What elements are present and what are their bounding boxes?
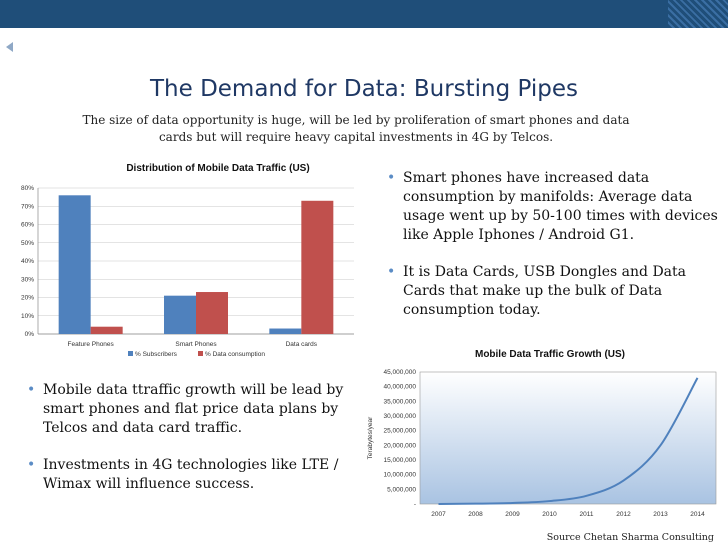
x-tick-label: 2010 xyxy=(542,511,557,518)
right-bullet-list xyxy=(387,169,722,338)
slide-marker-icon xyxy=(6,42,13,52)
y-tick-label: 25,000,000 xyxy=(383,427,416,435)
left-bullet-list xyxy=(27,381,357,512)
y-tick-label: 30% xyxy=(20,276,34,284)
y-tick-label: 10,000,000 xyxy=(383,471,416,479)
right-bullet-item xyxy=(387,263,722,320)
x-tick-label: 2009 xyxy=(505,511,520,518)
right-bullet-item xyxy=(387,169,722,245)
y-tick-label: 20,000,000 xyxy=(383,442,416,450)
y-tick-label: 80% xyxy=(20,185,34,192)
top-banner xyxy=(0,0,728,28)
line-chart-title: Mobile Data Traffic Growth (US) xyxy=(474,349,625,360)
legend-swatch xyxy=(128,351,133,356)
bullet-dot-icon: • xyxy=(387,264,396,280)
bar-chart xyxy=(8,178,364,358)
bullet-dot-icon: • xyxy=(387,170,396,186)
y-axis-label: Terabytes/year xyxy=(367,416,374,460)
slide-subtitle: The size of data opportunity is huge, will be led by proliferation of smart phones and data cards but will require heavy capital investments in 4G by Telcos. xyxy=(82,113,630,144)
y-tick-label: 30,000,000 xyxy=(383,413,416,420)
y-tick-label: 60% xyxy=(20,221,34,229)
banner-pattern xyxy=(668,0,728,28)
legend-label: % Data consumption xyxy=(205,351,265,358)
bar xyxy=(301,201,333,334)
y-tick-label: 50% xyxy=(20,239,34,247)
bullet-dot-icon: • xyxy=(27,457,36,473)
y-tick-label: - xyxy=(413,501,416,508)
slide-title: The Demand for Data: Bursting Pipes xyxy=(149,76,579,102)
y-tick-label: 40% xyxy=(20,258,34,265)
bar xyxy=(164,296,196,334)
legend-swatch xyxy=(198,351,203,356)
x-tick-label: Data cards xyxy=(285,341,318,348)
left-bullet-item xyxy=(27,381,357,438)
x-tick-label: 2014 xyxy=(690,511,705,518)
bullet-dot-icon: • xyxy=(27,382,36,398)
y-tick-label: 45,000,000 xyxy=(383,369,416,376)
left-bullet-text: Mobile data ttraffic growth will be lead by smart phones and flat price data plans by Telcos and data card traffic. xyxy=(43,382,344,436)
right-bullet-text: Smart phones have increased data consumption by manifolds: Average data usage went up by 50-100 times with devices like Apple Iphones / Android G1. xyxy=(403,170,718,243)
x-tick-label: 2012 xyxy=(616,511,631,518)
x-tick-label: 2007 xyxy=(431,511,446,518)
y-tick-label: 10% xyxy=(20,312,34,320)
x-tick-label: 2011 xyxy=(579,511,594,518)
left-bullet-item xyxy=(27,456,357,494)
bar xyxy=(59,195,91,334)
legend-label: % Subscribers xyxy=(135,351,177,358)
y-tick-label: 5,000,000 xyxy=(387,486,416,494)
bar xyxy=(269,329,301,334)
bar-chart-title: Distribution of Mobile Data Traffic (US) xyxy=(126,163,310,174)
x-tick-label: 2013 xyxy=(653,511,668,518)
y-tick-label: 40,000,000 xyxy=(383,383,416,391)
x-tick-label: Feature Phones xyxy=(67,341,114,348)
x-tick-label: 2008 xyxy=(468,511,483,518)
y-tick-label: 0% xyxy=(24,331,34,338)
left-bullet-text: Investments in 4G technologies like LTE / Wimax will influence success. xyxy=(43,457,339,492)
x-tick-label: Smart Phones xyxy=(175,341,217,348)
y-tick-label: 35,000,000 xyxy=(383,398,416,406)
plot-area xyxy=(420,372,716,504)
line-chart xyxy=(360,364,726,524)
bar xyxy=(91,327,123,334)
bar xyxy=(196,292,228,334)
y-tick-label: 15,000,000 xyxy=(383,457,416,464)
y-tick-label: 70% xyxy=(20,203,34,211)
source-credit: Source Chetan Sharma Consulting xyxy=(546,532,714,543)
right-bullet-text: It is Data Cards, USB Dongles and Data Cards that make up the bulk of Data consumption today. xyxy=(403,264,686,318)
y-tick-label: 20% xyxy=(20,294,34,302)
